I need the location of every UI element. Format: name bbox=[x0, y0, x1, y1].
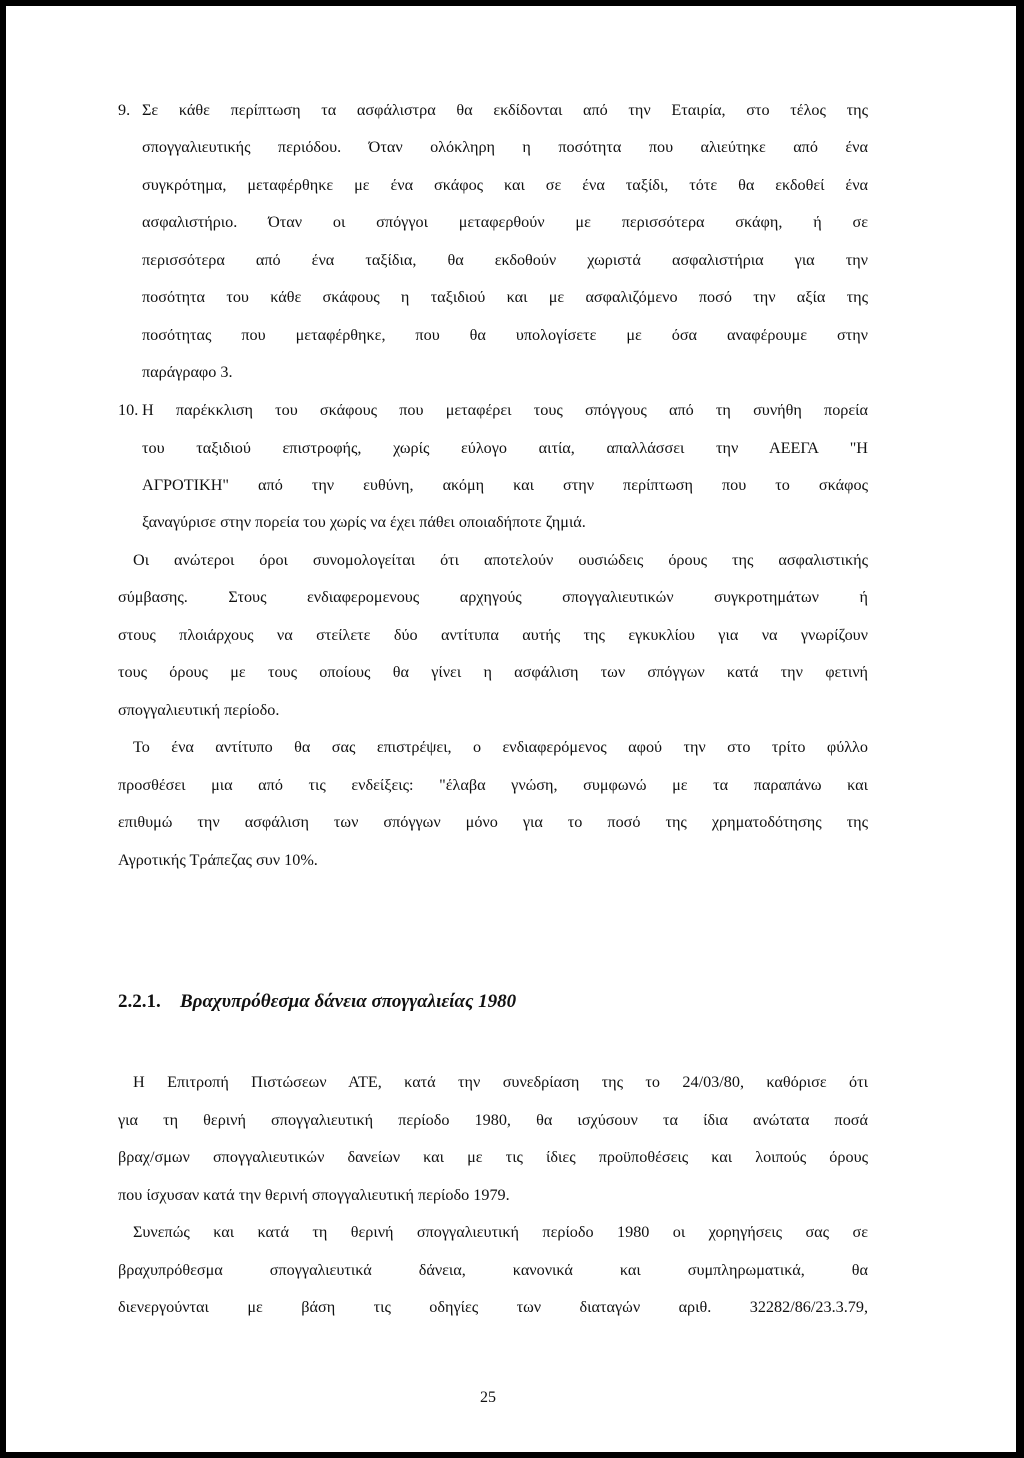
section-heading bbox=[118, 991, 516, 1013]
terms-line-5: σπογγαλιευτική περίοδο. bbox=[118, 701, 280, 719]
item9-number: 9. bbox=[118, 101, 131, 119]
item9-line-8: παράγραφο 3. bbox=[142, 363, 233, 381]
consequently-line-3: διενεργούνται με βάση τις οδηγίες των διαταγών αριθ. 32282/86/23.3.79, bbox=[118, 1298, 868, 1316]
item9-line-7: ποσότητας που μεταφέρθηκε, που θα υπολογίσετε με όσα αναφέρουμε στην bbox=[142, 326, 868, 344]
copy-line-1: Το ένα αντίτυπο θα σας επιστρέψει, ο ενδιαφερόμενος αφού την στο τρίτο φύλλο bbox=[133, 738, 868, 756]
item10-line-2: του ταξιδιού επιστροφής, χωρίς εύλογο αιτία, απαλλάσσει την ΑΕΕΓΑ "Η bbox=[142, 439, 868, 457]
terms-line-2: σύμβασης. Στους ενδιαφερομενους αρχηγούς σπογγαλιευτικών συγκροτημάτων ή bbox=[118, 588, 868, 606]
section-title: Βραχυπρόθεσμα δάνεια σπογγαλιείας 1980 bbox=[180, 991, 517, 1012]
consequently-line-2: βραχυπρόθεσμα σπογγαλιευτικά δάνεια, κανονικά και συμπληρωματικά, θα bbox=[118, 1261, 868, 1279]
copy-line-2: προσθέσει μια από τις ενδείξεις: "έλαβα γνώση, συμφωνώ με τα παραπάνω και bbox=[118, 776, 868, 794]
committee-line-2: για τη θερινή σπογγαλιευτική περίοδο 1980, θα ισχύσουν τα ίδια ανώτατα ποσά bbox=[118, 1111, 868, 1129]
terms-line-3: στους πλοιάρχους να στείλετε δύο αντίτυπα αυτής της εγκυκλίου για να γνωρίζουν bbox=[118, 626, 868, 644]
consequently-line-1: Συνεπώς και κατά τη θερινή σπογγαλιευτική περίοδο 1980 οι χορηγήσεις σας σε bbox=[133, 1223, 868, 1241]
item10-line-1: 10. Η παρέκκλιση του σκάφους που μεταφέρει τους σπόγγους από τη συνήθη πορεία bbox=[118, 401, 868, 419]
copy-line-3: επιθυμώ την ασφάλιση των σπόγγων μόνο για το ποσό της χρηματοδότησης της bbox=[118, 813, 868, 831]
item10-line-3: ΑΓΡΟΤΙΚΗ" από την ευθύνη, ακόμη και στην περίπτωση που το σκάφος bbox=[142, 476, 868, 494]
committee-line-3: βραχ/σμων σπογγαλιευτικών δανείων και με τις ίδιες προϋποθέσεις και λοιπούς όρους bbox=[118, 1148, 868, 1166]
item9-line-6: ποσότητα του κάθε σκάφους η ταξιδιού και με ασφαλιζόμενο ποσό την αξία της bbox=[142, 288, 868, 306]
item9-line-4: ασφαλιστήριο. Όταν οι σπόγγοι μεταφερθούν με περισσότερα σκάφη, ή σε bbox=[142, 213, 868, 231]
section-number: 2.2.1. bbox=[118, 991, 161, 1012]
committee-line-4: που ίσχυσαν κατά την θερινή σπογγαλιευτική περίοδο 1979. bbox=[118, 1186, 510, 1204]
committee-line-1: Η Επιτροπή Πιστώσεων ΑΤΕ, κατά την συνεδρίαση της το 24/03/80, καθόρισε ότι bbox=[133, 1073, 868, 1091]
item9-line-5: περισσότερα από ένα ταξίδια, θα εκδοθούν χωριστά ασφαλιστήρια για την bbox=[142, 251, 868, 269]
page-number: 25 bbox=[480, 1389, 496, 1406]
item10-number: 10. bbox=[118, 401, 139, 419]
item9-line-1: 9. Σε κάθε περίπτωση τα ασφάλιστρα θα εκδίδονται από την Εταιρία, στο τέλος της bbox=[118, 101, 868, 119]
terms-line-1: Οι ανώτεροι όροι συνομολογείται ότι αποτελούν ουσιώδεις όρους της ασφαλιστικής bbox=[133, 551, 868, 569]
item9-line-2: σπογγαλιευτικής περιόδου. Όταν ολόκληρη η ποσότητα που αλιεύτηκε από ένα bbox=[142, 138, 868, 156]
item9-line-3: συγκρότημα, μεταφέρθηκε με ένα σκάφος και σε ένα ταξίδι, τότε θα εκδοθεί ένα bbox=[142, 176, 868, 194]
copy-line-4: Αγροτικής Τράπεζας συν 10%. bbox=[118, 851, 318, 869]
terms-line-4: τους όρους με τους οποίους θα γίνει η ασφάλιση των σπόγγων κατά την φετινή bbox=[118, 663, 868, 681]
item10-line-4: ξαναγύρισε στην πορεία του χωρίς να έχει πάθει οποιαδήποτε ζημιά. bbox=[142, 513, 586, 531]
document-page bbox=[6, 6, 1016, 1452]
